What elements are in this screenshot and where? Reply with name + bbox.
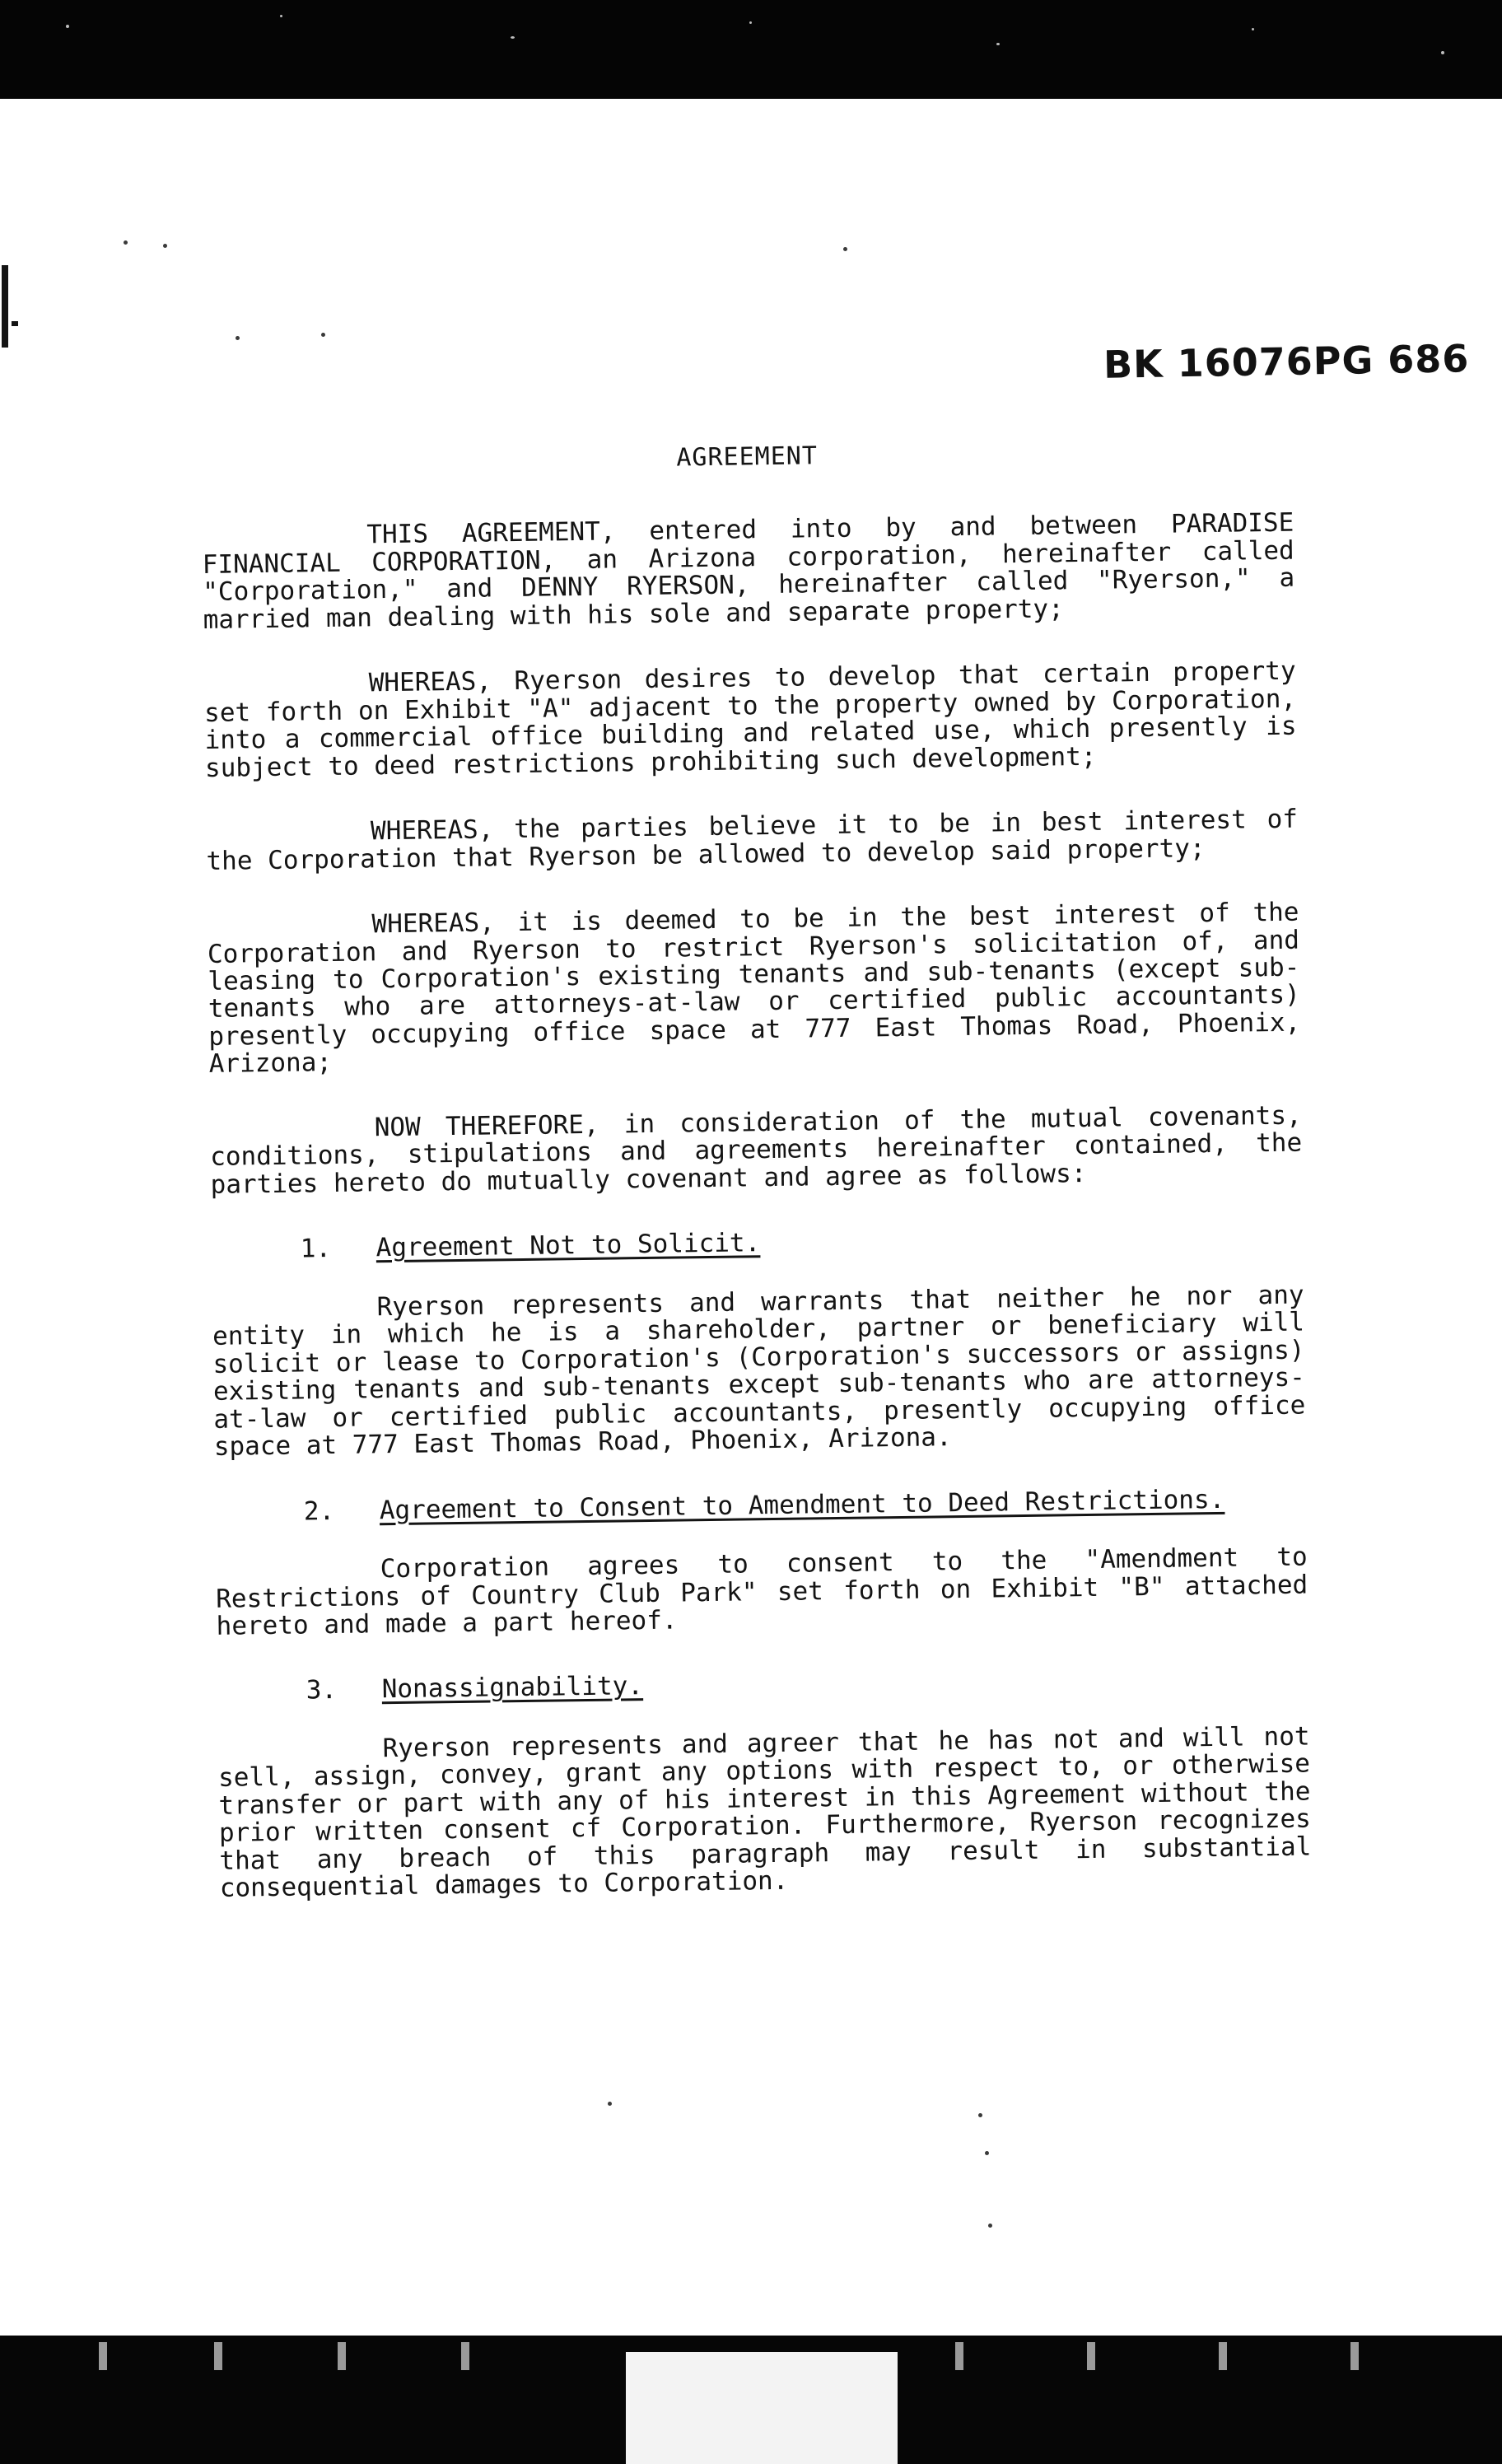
section-heading-1: [211, 1223, 1303, 1265]
section-number: 1.: [300, 1234, 332, 1264]
section-body-2: Corporation agrees to consent to the "Amendment to Restrictions of Country Club Park" set forth on Exhibit "B" attached hereto and made a part hereof.: [216, 1542, 1308, 1641]
margin-artifact-mark: [2, 265, 8, 348]
section-title: Agreement to Consent to Amendment to Deed Restrictions.: [379, 1484, 1225, 1525]
scan-speck: [608, 2102, 612, 2106]
section-body-1: Ryerson represents and warrants that neither he nor any entity in which he is a shareholder, partner or beneficiary will solicit or lease to Corporation's (Corporation's successors or assigns) existing tenants and sub-tenants except sub-tenants who are attorneys-at-law or certified public accountants, presently occupying office space at 777 East Thomas Road, Phoenix, Arizona.: [212, 1280, 1306, 1463]
agreement-document: [201, 437, 1313, 1941]
scan-speck: [124, 240, 128, 245]
scan-border-bottom: [0, 2336, 1502, 2464]
section-title: Agreement Not to Solicit.: [376, 1228, 761, 1263]
scan-speck: [163, 244, 167, 248]
recording-stamp: BK 16076PG 686: [1103, 336, 1470, 387]
scan-speck: [843, 247, 847, 251]
scan-light-patch: [626, 2352, 898, 2464]
section-number: 2.: [303, 1496, 335, 1527]
scan-speck: [985, 2151, 989, 2155]
section-number: 3.: [306, 1675, 338, 1706]
section-body-3: Ryerson represents and agreer that he has not and will not sell, assign, convey, grant any options with respect to, or otherwise transfer or part with any of his interest in this Agreement without the prior written consent cf Corporation. Furthermore, Ryerson recognizes that any breach of this paragraph may result in substantial consequential damages to Corporation.: [217, 1721, 1312, 1904]
scan-speck: [978, 2113, 982, 2117]
scan-speck: [321, 333, 325, 337]
scan-speck: [988, 2224, 992, 2228]
scan-border-top: [0, 0, 1502, 99]
whereas-paragraph-3: WHEREAS, it is deemed to be in the best interest of the Corporation and Ryerson to restrict Ryerson's solicitation of, and leasing to Corporation's existing tenants and sub-tenants (except sub-tenants who are attorneys-at-law or certified public accountants) presently occupying office space at 777 East Thomas Road, Phoenix, Arizona;: [207, 897, 1301, 1080]
whereas-paragraph-2: WHEREAS, the parties believe it to be in best interest of the Corporation that Ryerson be allowed to develop said property;: [206, 804, 1299, 876]
scan-speck: [236, 336, 240, 340]
document-title: AGREEMENT: [676, 441, 819, 473]
whereas-paragraph-1: WHEREAS, Ryerson desires to develop that certain property set forth on Exhibit "A" adjacent to the property owned by Corporation, into a commercial office building and related use, which presently is subject to deed restrictions prohibiting such development;: [203, 656, 1297, 783]
section-heading-2: [215, 1485, 1307, 1527]
section-heading-3: [217, 1664, 1309, 1706]
now-therefore-paragraph: NOW THEREFORE, in consideration of the mutual covenants, conditions, stipulations and agreements hereinafter contained, the parties hereto do mutually covenant and agree as follows:: [209, 1100, 1303, 1200]
section-title: Nonassignability.: [381, 1671, 644, 1705]
preamble-paragraph: THIS AGREEMENT, entered into by and between PARADISE FINANCIAL CORPORATION, an Arizona corporation, hereinafter called "Corporation," and DENNY RYERSON, hereinafter called "Ryerson," a married man dealing with his sole and separate property;: [202, 508, 1295, 635]
margin-artifact-tick: [12, 321, 18, 326]
